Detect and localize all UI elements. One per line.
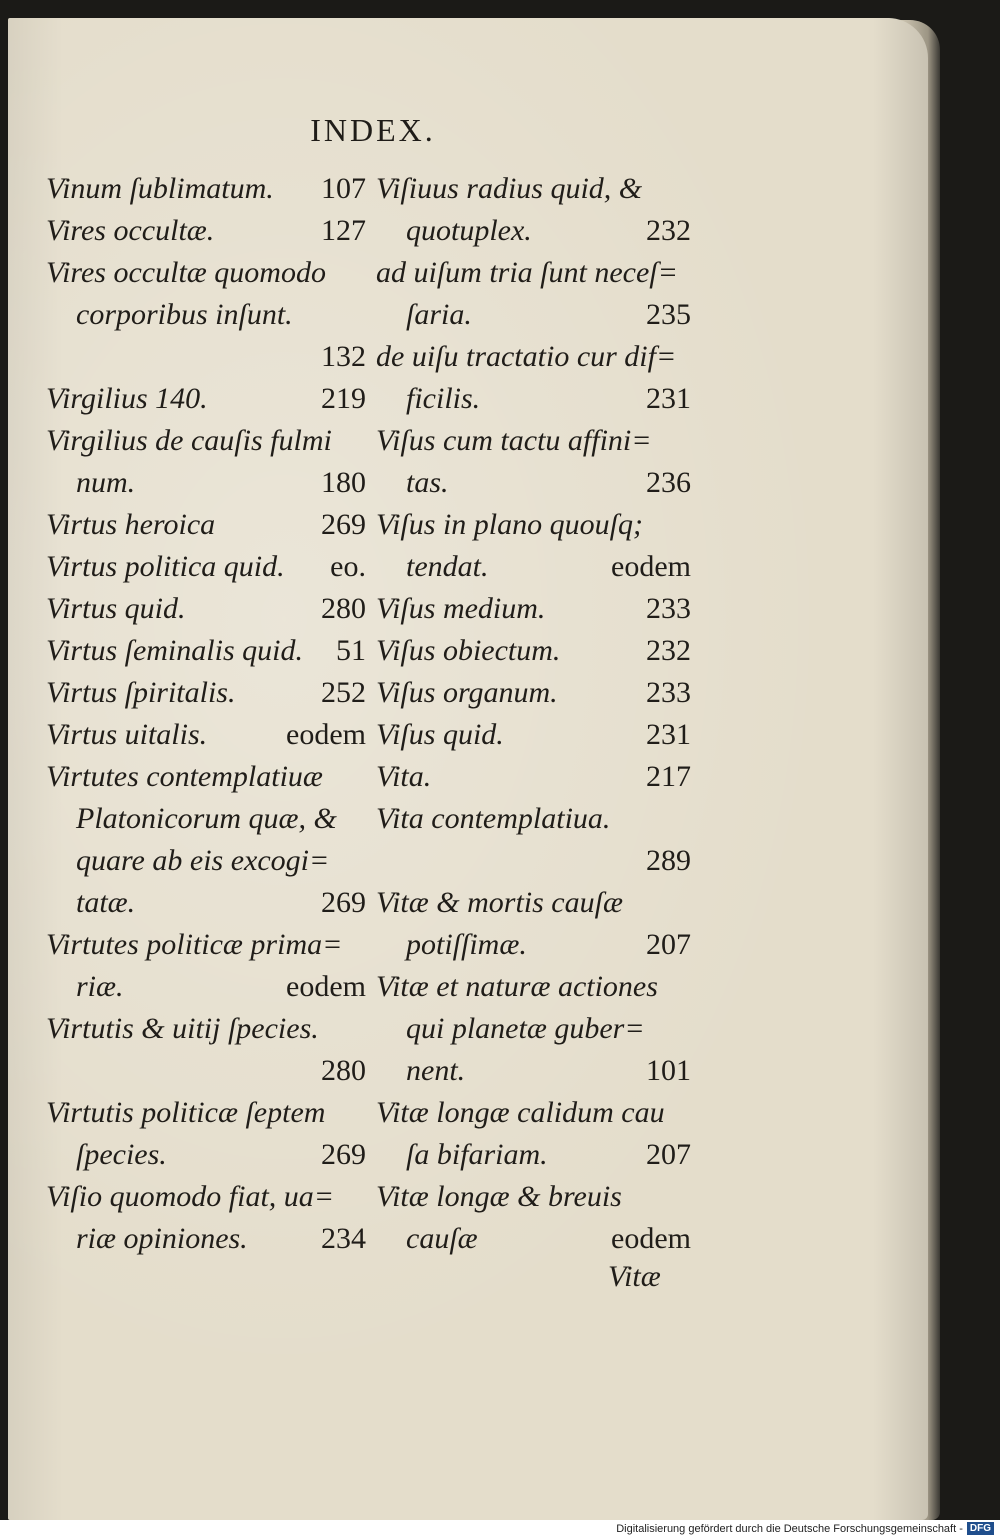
index-entry-line	[376, 462, 691, 504]
index-entry-line	[46, 714, 366, 756]
index-entry-line	[46, 966, 366, 1008]
index-entry-line	[376, 336, 691, 378]
index-entry-page-number: 219	[321, 382, 366, 415]
index-entry-line	[46, 882, 366, 924]
index-entry-page-number: eodem	[286, 970, 366, 1003]
index-entry-page-number: 252	[321, 676, 366, 709]
index-entry-page-number: 231	[646, 382, 691, 415]
index-entry-line	[46, 1218, 366, 1260]
index-entry-text: qui planetæ guber=	[406, 1012, 645, 1045]
index-entry-text: tatæ.	[76, 886, 136, 919]
index-entry-line	[376, 546, 691, 588]
index-entry-line	[46, 210, 366, 252]
index-entry-page-number: 180	[321, 466, 366, 499]
index-entry-line	[376, 630, 691, 672]
index-entry-line	[376, 1008, 691, 1050]
index-entry-text: Viſus in plano quouſq;	[376, 508, 643, 541]
index-entry-page-number: 127	[321, 214, 366, 247]
index-entry-line	[376, 294, 691, 336]
index-entry-line	[376, 1176, 691, 1218]
index-entry-line	[376, 1218, 691, 1260]
index-entry-line	[376, 924, 691, 966]
index-entry-page-number: 207	[646, 928, 691, 961]
index-entry-text: tendat.	[406, 550, 489, 583]
index-entry-line	[376, 1134, 691, 1176]
index-entry-page-number: 280	[321, 1054, 366, 1087]
credit-text: Digitalisierung gefördert durch die Deutsche Forschungsgemeinschaft -	[616, 1522, 963, 1535]
index-entry-text: num.	[76, 466, 136, 499]
index-entry-line	[46, 504, 366, 546]
index-entry-page-number: 269	[321, 886, 366, 919]
index-entry-line	[46, 588, 366, 630]
index-entry-line	[376, 966, 691, 1008]
index-entry-text: Virtus ſeminalis quid.	[46, 634, 303, 667]
index-entry-text: Virtus ſpiritalis.	[46, 676, 236, 709]
index-entry-line	[46, 840, 366, 882]
index-entry-text: riæ.	[76, 970, 124, 1003]
index-entry-text: cauſæ	[406, 1222, 478, 1255]
index-entry-page-number: 51	[336, 634, 366, 667]
index-entry-text: Platonicorum quæ, &	[76, 802, 337, 835]
index-entry-line	[376, 168, 691, 210]
index-column-left	[46, 168, 366, 1260]
index-entry-line	[46, 1092, 366, 1134]
index-entry-text: Virtutes contemplatiuæ	[46, 760, 323, 793]
index-entry-line	[376, 378, 691, 420]
index-entry-page-number: 101	[646, 1054, 691, 1087]
index-entry-text: quare ab eis excogi=	[76, 844, 330, 877]
index-entry-page-number: eodem	[286, 718, 366, 751]
index-entry-text: Vitæ & mortis cauſæ	[376, 886, 623, 919]
catchword: Vitæ	[608, 1260, 661, 1293]
index-entry-page-number: 236	[646, 466, 691, 499]
index-entry-line	[376, 504, 691, 546]
index-entry-page-number: 232	[646, 634, 691, 667]
index-entry-page-number: 289	[646, 844, 691, 877]
index-entry-text: Viſio quomodo fiat, ua=	[46, 1180, 335, 1213]
index-entry-text: ſaria.	[406, 298, 472, 331]
index-entry-text: Vinum ſublimatum.	[46, 172, 274, 205]
index-entry-text: quotuplex.	[406, 214, 532, 247]
index-entry-page-number: 217	[646, 760, 691, 793]
index-entry-line	[376, 210, 691, 252]
index-entry-line	[376, 420, 691, 462]
index-entry-text: corporibus inſunt.	[76, 298, 293, 331]
index-entry-text: tas.	[406, 466, 449, 499]
running-head: INDEX.	[310, 112, 436, 148]
index-entry-page-number: 280	[321, 592, 366, 625]
index-entry-text: Vita.	[376, 760, 432, 793]
index-entry-line	[46, 252, 366, 294]
index-entry-line	[46, 1050, 366, 1092]
index-entry-line	[46, 546, 366, 588]
index-entry-text: potiſſimæ.	[406, 928, 527, 961]
index-entry-line	[376, 672, 691, 714]
index-entry-line	[46, 378, 366, 420]
index-entry-text: de uiſu tractatio cur dif=	[376, 340, 677, 373]
index-entry-text: Vires occultæ quomodo	[46, 256, 326, 289]
index-entry-text: Virgilius 140.	[46, 382, 208, 415]
index-entry-line	[46, 1134, 366, 1176]
index-entry-text: Viſus cum tactu affini=	[376, 424, 652, 457]
index-entry-page-number: 269	[321, 508, 366, 541]
index-entry-page-number: eodem	[611, 550, 691, 583]
index-entry-page-number: 107	[321, 172, 366, 205]
index-entry-line	[376, 252, 691, 294]
index-entry-line	[46, 168, 366, 210]
index-entry-text: Viſus obiectum.	[376, 634, 561, 667]
index-entry-text: Vires occultæ.	[46, 214, 215, 247]
index-entry-text: Virtus politica quid.	[46, 550, 285, 583]
index-entry-text: Vitæ longæ & breuis	[376, 1180, 622, 1213]
index-entry-page-number: 234	[321, 1222, 366, 1255]
index-entry-line	[376, 1050, 691, 1092]
dfg-logo: DFG	[967, 1522, 994, 1535]
index-entry-page-number: 235	[646, 298, 691, 331]
digitization-credit-bar	[0, 1520, 1000, 1537]
index-entry-text: Viſiuus radius quid, &	[376, 172, 643, 205]
index-entry-text: Virtutes politicæ prima=	[46, 928, 343, 961]
index-entry-line	[46, 798, 366, 840]
index-entry-text: Vita contemplatiua.	[376, 802, 611, 835]
index-entry-text: nent.	[406, 1054, 466, 1087]
index-entry-line	[46, 420, 366, 462]
index-entry-text: Vitæ et naturæ actiones	[376, 970, 658, 1003]
index-entry-line	[46, 756, 366, 798]
index-entry-line	[376, 840, 691, 882]
book-page	[8, 18, 928, 1520]
index-entry-page-number: 207	[646, 1138, 691, 1171]
index-entry-line	[46, 672, 366, 714]
index-entry-text: ficilis.	[406, 382, 481, 415]
index-entry-text: Vitæ longæ calidum cau	[376, 1096, 665, 1129]
index-entry-page-number: eo.	[330, 550, 366, 583]
index-entry-page-number: 231	[646, 718, 691, 751]
index-entry-text: Virtus heroica	[46, 508, 216, 541]
index-entry-line	[376, 1092, 691, 1134]
index-entry-line	[376, 756, 691, 798]
index-entry-page-number: eodem	[611, 1222, 691, 1255]
index-entry-text: ſa bifariam.	[406, 1138, 548, 1171]
index-entry-text: Virgilius de cauſis fulmi	[46, 424, 332, 457]
index-entry-line	[46, 924, 366, 966]
index-entry-page-number: 232	[646, 214, 691, 247]
index-column-right	[376, 168, 691, 1260]
index-entry-text: ad uiſum tria ſunt neceſ=	[376, 256, 678, 289]
index-entry-line	[46, 294, 366, 336]
index-entry-line	[46, 1176, 366, 1218]
index-entry-line	[46, 1008, 366, 1050]
index-entry-line	[376, 714, 691, 756]
index-entry-page-number: 233	[646, 592, 691, 625]
index-entry-line	[46, 462, 366, 504]
index-entry-text: Virtutis & uitij ſpecies.	[46, 1012, 319, 1045]
index-entry-text: Viſus medium.	[376, 592, 546, 625]
index-entry-text: Virtus uitalis.	[46, 718, 208, 751]
index-entry-page-number: 233	[646, 676, 691, 709]
index-entry-text: Virtus quid.	[46, 592, 186, 625]
index-entry-text: Viſus organum.	[376, 676, 558, 709]
index-entry-line	[46, 630, 366, 672]
index-entry-text: Virtutis politicæ ſeptem	[46, 1096, 326, 1129]
index-entry-page-number: 269	[321, 1138, 366, 1171]
index-entry-line	[376, 588, 691, 630]
index-entry-line	[376, 798, 691, 840]
index-entry-text: Viſus quid.	[376, 718, 504, 751]
index-entry-line	[46, 336, 366, 378]
index-entry-page-number: 132	[321, 340, 366, 373]
index-entry-text: riæ opiniones.	[76, 1222, 248, 1255]
index-entry-text: ſpecies.	[76, 1138, 167, 1171]
index-entry-line	[376, 882, 691, 924]
